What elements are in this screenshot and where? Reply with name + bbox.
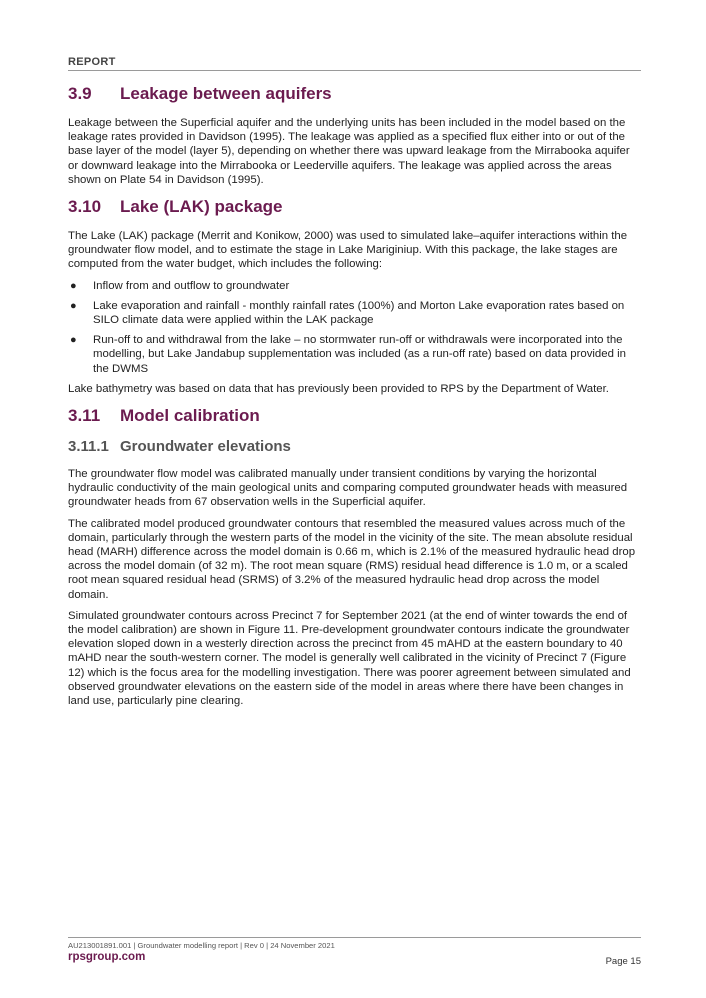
- section-heading: [68, 84, 640, 104]
- bullet-list: [68, 279, 640, 376]
- page-number: Page 15: [605, 956, 641, 967]
- bullet-icon: ●: [70, 279, 77, 292]
- footer-divider: [68, 937, 641, 938]
- section-heading: [68, 197, 640, 217]
- subsection-title: Groundwater elevations: [120, 438, 291, 456]
- list-item-text: Lake evaporation and rainfall - monthly rainfall rates (100%) and Morton Lake evaporation rates based on SILO climate data were applied within the LAK package: [93, 299, 625, 327]
- section-title: Leakage between aquifers: [120, 84, 332, 103]
- paragraph: The groundwater flow model was calibrated manually under transient conditions by varying the horizontal hydraulic conductivity of the main geological units and comparing computed groundwater heads with measured groundwater heads from 67 observation wells in the Superficial aquifer.: [68, 468, 628, 509]
- list-item: [68, 299, 640, 327]
- section-title: Model calibration: [120, 406, 260, 426]
- paragraph: Simulated groundwater contours across Precinct 7 for September 2021 (at the end of winter towards the end of the model calibration) are shown in Figure 11. Pre-development groundwater contours indicate the groundwater elevation sloped down in a westerly direction across the precinct from 45 mAHD at the eastern boundary to 40 mAHD near the south-western corner. The model is generally well calibrated in the vicinity of Precinct 7 (Figure 12) which is the focus area for the modelling investigation. There was poorer agreement between simulated and observed groundwater elevations on the eastern side of the model in areas where there have been changes in land use, particularly pine clearing.: [68, 609, 631, 708]
- list-item-text: Inflow from and outflow to groundwater: [93, 279, 290, 292]
- document-body: [68, 84, 640, 718]
- section-leakage: [68, 84, 640, 187]
- paragraph: Lake bathymetry was based on data that has previously been provided to RPS by the Department of Water.: [68, 382, 609, 395]
- section-number: 3.9: [68, 84, 92, 103]
- section-number: 3.10: [68, 197, 102, 217]
- paragraph: The calibrated model produced groundwater contours that resembled the measured values across much of the domain, particularly through the western parts of the model in the vicinity of the site. The mean absolute residual head (MARH) difference across the model domain is 0.66 m, which is 2.1% of the measured hydraulic head drop across the model domain (of 32 m). The root mean square (RMS) residual head difference is 1.0 m, or a scaled root mean squared residual head (SRMS) of 3.2% of the measured hydraulic head drop across the model domain.: [68, 517, 636, 601]
- section-title: Lake (LAK) package: [120, 197, 283, 217]
- list-item-text: Run-off to and withdrawal from the lake – no stormwater run-off or withdrawals were incorporated into the modelling, but Lake Jandabup supplementation was included (as a run-off rate) based on data provided in the DWMS: [93, 334, 626, 375]
- paragraph: The Lake (LAK) package (Merrit and Konikow, 2000) was used to simulated lake–aquifer interactions within the groundwater flow model, and to estimate the stage in Lake Mariginiup. With this package, the lake stages are computed from the water budget, which includes the following:: [68, 230, 628, 271]
- report-header-label: REPORT: [68, 56, 116, 68]
- section-model-calibration: [68, 406, 640, 708]
- section-lak-package: [68, 197, 640, 396]
- subsection-heading: [68, 438, 640, 455]
- footer-website-link[interactable]: rpsgroup.com: [68, 951, 146, 963]
- section-number: 3.11: [68, 406, 101, 426]
- header-divider: [68, 70, 641, 71]
- list-item: [68, 279, 640, 293]
- bullet-icon: ●: [70, 334, 77, 347]
- list-item: [68, 333, 640, 376]
- footer-document-info: AU213001891.001 | Groundwater modelling report | Rev 0 | 24 November 2021: [68, 941, 335, 950]
- paragraph: Leakage between the Superficial aquifer and the underlying units has been included in the model based on the leakage rates provided in Davidson (1995). The leakage was applied as a specified flux either into or out of the base layer of the model (layer 5), depending on whether there was upward leakage from the Mirrabooka aquifer or downward leakage into the Mirrabooka or Leederville aquifers. The leakage was applied across the areas shown on Plate 54 in Davidson (1995).: [68, 117, 630, 186]
- bullet-icon: ●: [70, 299, 77, 312]
- section-heading: [68, 406, 640, 426]
- subsection-number: 3.11.1: [68, 438, 109, 456]
